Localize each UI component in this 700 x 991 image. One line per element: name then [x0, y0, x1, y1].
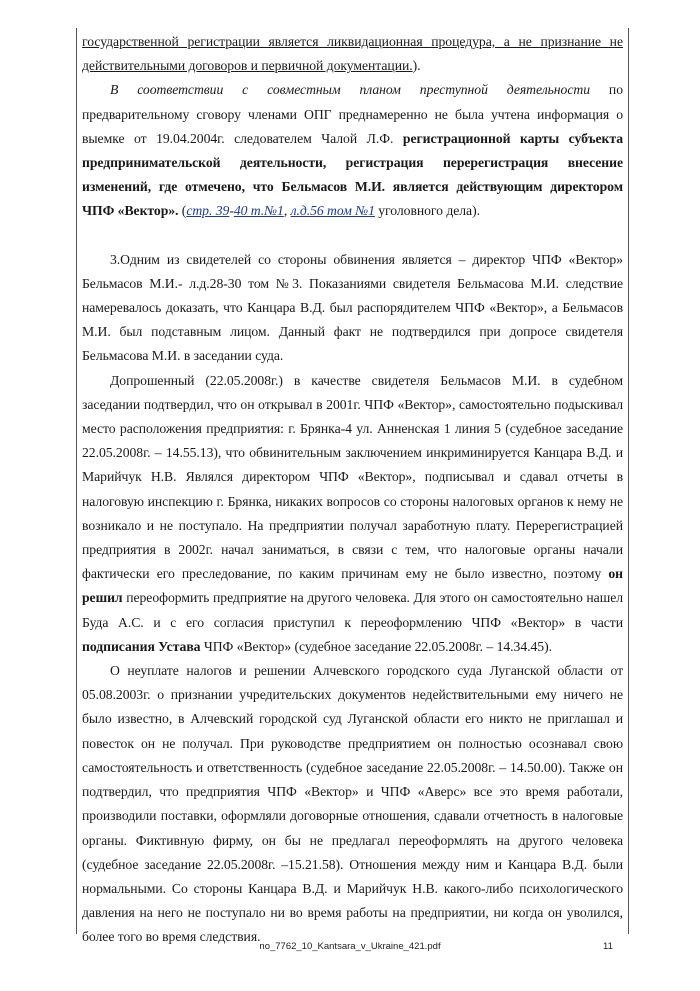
footer-filename: no_7762_10_Kantsara_v_Ukraine_421.pdf: [259, 941, 441, 952]
case-reference-link-sheet[interactable]: л.д.56 том №1: [290, 203, 375, 219]
underlined-text: государственной регистрации является ликвидационная процедура, а не признание не действительными договоров и первичной документации.: [82, 34, 623, 74]
paragraph-end-text: ).: [412, 58, 421, 74]
paragraph-witness-testimony: [82, 369, 623, 659]
case-reference-link-page[interactable]: стр. 39: [186, 203, 230, 219]
italic-text: В соответствии с совместным планом преступной деятельности: [110, 82, 590, 98]
separator-text: ,: [283, 203, 291, 219]
page-frame-right-line: [628, 28, 629, 934]
paragraph-text: уголовного дела).: [374, 203, 480, 219]
case-reference-link-volume[interactable]: 40 т.№1: [233, 203, 284, 219]
paragraph-continuation: [82, 30, 623, 78]
document-body: [82, 30, 623, 950]
paragraph-witness-intro: 3.Одним из свидетелей со стороны обвинения является – директор ЧПФ «Вектор» Бельмасов М.И.- л.д.28-30 том №3. Показаниями свидетеля Бельмасова М.И. следствие намеревалось доказать, что Канцара В.Д. был распорядителем ЧПФ «Вектор», а Бельмасов М.И. был подставным лицом. Данный факт не подтвердился при допросе свидетеля Бельмасова М.И. в заседании суда.: [82, 251, 623, 364]
paragraph-text: Допрошенный (22.05.2008г.) в качестве свидетеля Бельмасов М.И. в судебном заседании подтвердил, что он открывал в 2001г. ЧПФ «Вектор», самостоятельно подыскивал место расположения предприятия: г. Брянка-4 ул. Анненская 1 линия 5 (судебное заседание 22.05.2008г. – 14.55.13), что обвинительным заключением инкриминируется Канцара В.Д. и Марийчук Н.В. Являлся директором ЧПФ «Вектор», подписывал и сдавал отчеты в налоговую инспекцию г. Брянка, никаких вопросов со стороны налоговых органов к нему не возникало и не поступало. На предприятии получал заработную плату. Перерегистрацией предприятия в 2002г. начал заниматься, в связи с тем, что налоговые органы начали фактически его преследование, по каким причинам ему не было известно, поэтому: [82, 372, 623, 582]
paragraph-text: по предварительному сговору членами ОПГ преднамеренно не была учтена информация о выемке от 19.04.2004г. следователем Чалой Л.Ф.: [82, 82, 623, 146]
footer-page-number: 11: [603, 941, 613, 952]
bold-text: он решил: [82, 566, 623, 606]
paragraph-text: переоформить предприятие на другого человека. Для этого он самостоятельно нашел Буда А.С. и с его согласия приступил к переоформлению ЧПФ «Вектор» в части: [82, 590, 623, 630]
bold-text: подписания Устава: [82, 638, 201, 654]
paragraph-gap: [82, 224, 623, 248]
separator-text: -: [229, 203, 234, 219]
paragraph-text: ЧПФ «Вектор» (судебное заседание 22.05.2008г. – 14.34.45).: [200, 638, 552, 654]
bold-text: регистрационной карты субъекта предпринимательской деятельности, регистрация перерегистрация внесение изменений, где отмечено, что Бельмасов М.И. является действующим директором ЧПФ «Вектор».: [82, 130, 623, 219]
paragraph-text: (: [178, 203, 187, 219]
paragraph-opg-plan: [82, 78, 623, 223]
page-frame-left-line: [76, 28, 77, 934]
paragraph-tax-and-court: О неуплате налогов и решении Алчевского городского суда Луганской области от 05.08.2003г. о признании учредительских документов недействительными ему ничего не было известно, в Алчевский городской суд Луганской области его никто не приглашал и повесток он не получал. При руководстве предприятием он полностью осознавал свою самостоятельность и ответственность (судебное заседание 22.05.2008г. – 14.50.00). Также он подтвердил, что предприятия ЧПФ «Вектор» и ЧПФ «Аверс» все это время работали, производили поставки, оформляли договорные отношения, сдавали отчетность в налоговые органы. Фиктивную фирму, он бы не предлагал переоформлять на другого человека (судебное заседание 22.05.2008г. –15.21.58). Отношения между ним и Канцара В.Д. были нормальными. Со стороны Канцара В.Д. и Марийчук Н.В. какого-либо психологического давления на него не поступало ни во время работы на предприятии, ни когда он уволился, более того во время следствия.: [82, 663, 623, 945]
